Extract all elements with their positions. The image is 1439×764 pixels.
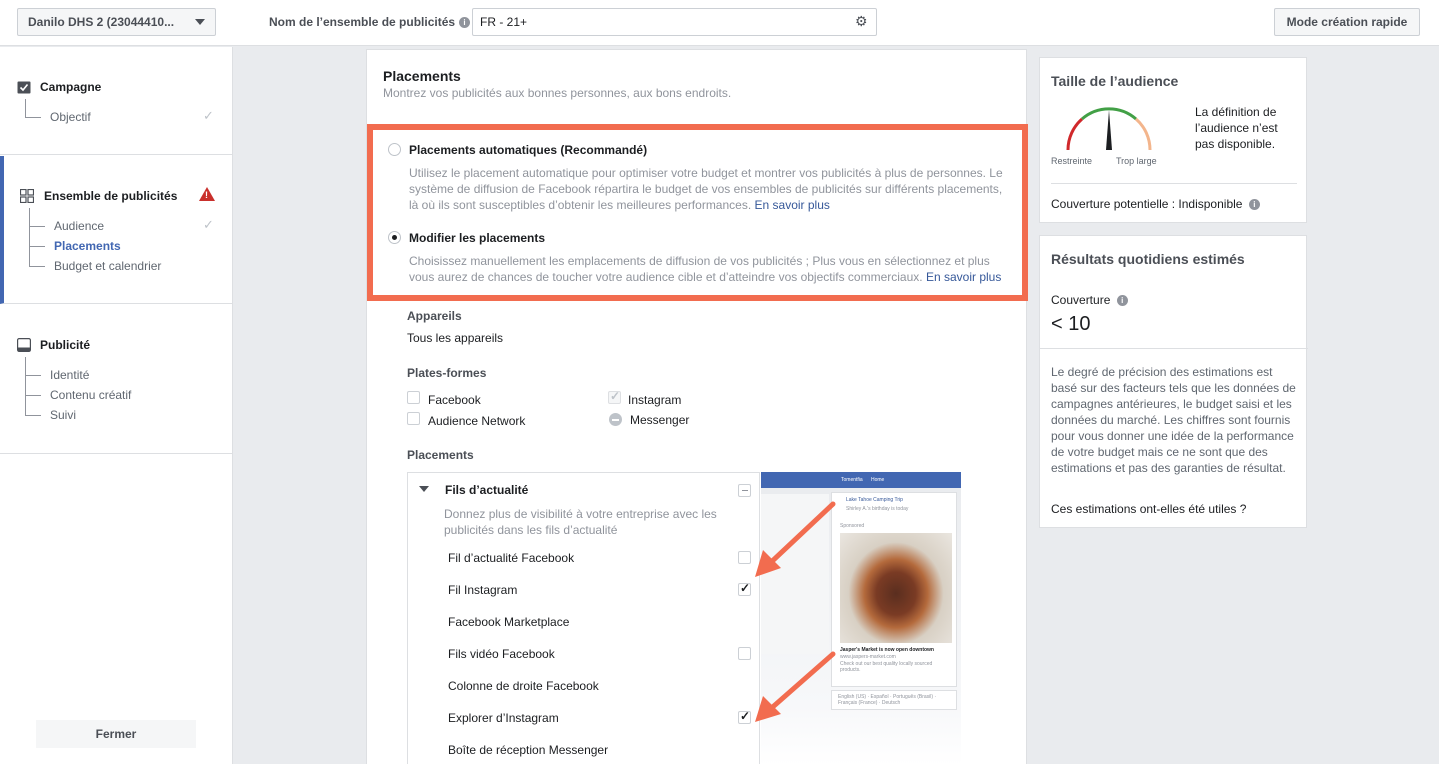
collapse-triangle-icon[interactable] bbox=[419, 486, 429, 492]
platform-messenger[interactable]: Messenger bbox=[630, 413, 690, 427]
estimates-feedback-link[interactable]: Ces estimations ont-elles été utiles ? bbox=[1051, 502, 1247, 516]
daily-results-title: Résultats quotidiens estimés bbox=[1051, 251, 1245, 267]
sidebar-item-ad[interactable]: Publicité bbox=[40, 338, 91, 352]
reach-label: Couverture i bbox=[1051, 293, 1128, 307]
placement-instagram-explore[interactable]: Explorer d’Instagram bbox=[448, 711, 559, 725]
platform-audience-network[interactable]: Audience Network bbox=[428, 414, 526, 428]
audience-size-title: Taille de l’audience bbox=[1051, 73, 1179, 89]
audience-size-card bbox=[1039, 57, 1307, 223]
placement-facebook-right-column[interactable]: Colonne de droite Facebook bbox=[448, 679, 599, 693]
audience-gauge bbox=[1062, 102, 1156, 156]
manual-placements-desc: Choisissez manuellement les emplacements de diffusion de vos publicités ; Plus vous en sélectionnez et plus vous aurez de chances de toucher votre audience cible et d’atteindre vos objectifs commerciaux. En savoir plus bbox=[409, 254, 1002, 284]
warning-icon: ! bbox=[199, 187, 215, 201]
sidebar-item-creative[interactable]: Contenu créatif bbox=[50, 388, 132, 402]
feeds-group-checkbox[interactable] bbox=[738, 484, 751, 497]
placement-instagram-feed[interactable]: Fil Instagram bbox=[448, 583, 518, 597]
auto-placements-desc: Utilisez le placement automatique pour optimiser votre budget et montrer vos publicités à plus de personnes. Le système de diffusion de Facebook répartira le budget de vos ensembles de publicités sur différents placements, là où ils sont susceptibles d’obtenir les meilleures performances. En savoir plus bbox=[409, 166, 1003, 212]
facebook-checkbox[interactable] bbox=[407, 391, 420, 404]
account-name: Danilo DHS 2 (23044410... bbox=[28, 15, 175, 29]
sidebar-item-objective[interactable]: Objectif bbox=[50, 110, 91, 124]
sidebar-item-audience[interactable]: Audience bbox=[54, 219, 105, 233]
gauge-right-label: Trop large bbox=[1116, 156, 1157, 166]
platform-instagram[interactable]: Instagram bbox=[628, 393, 682, 407]
adset-name-input[interactable] bbox=[472, 8, 877, 36]
annotation-arrow-1 bbox=[747, 500, 837, 585]
reach-value: < 10 bbox=[1051, 313, 1091, 335]
sidebar-section-ad bbox=[0, 305, 232, 454]
placement-messenger-inbox[interactable]: Boîte de réception Messenger bbox=[448, 743, 609, 757]
devices-label: Appareils bbox=[407, 309, 462, 323]
grid-icon bbox=[20, 189, 34, 203]
adset-name-label: Nom de l’ensemble de publicités i bbox=[269, 15, 470, 29]
learn-more-link[interactable]: En savoir plus bbox=[754, 198, 830, 212]
gear-icon[interactable]: ⚙ bbox=[855, 13, 868, 29]
placements-panel bbox=[366, 49, 1027, 764]
preview-ad-card: Lake Tahoe Camping Trip Shirley A.'s birthday is today Sponsored Jasper's Market is now open downtown www.jaspers-market.com Check out our best quality locally sourced products. bbox=[831, 492, 957, 687]
platforms-label: Plates-formes bbox=[407, 366, 487, 380]
preview-languages-card: English (US) · Español · Português (Brasil) · Français (France) · Deutsch bbox=[831, 690, 957, 710]
auto-placements-radio[interactable] bbox=[388, 143, 401, 156]
placements-list bbox=[407, 472, 760, 764]
sidebar-item-campaign[interactable]: Campagne bbox=[40, 80, 102, 94]
manual-placements-radio[interactable] bbox=[388, 231, 401, 244]
auto-placements-title[interactable]: Placements automatiques (Recommandé) bbox=[409, 143, 648, 157]
placement-facebook-marketplace[interactable]: Facebook Marketplace bbox=[448, 615, 570, 629]
info-icon[interactable]: i bbox=[1117, 295, 1128, 306]
audience-gauge-message: La définition de l’audience n’est pas disponible. bbox=[1195, 105, 1278, 151]
estimate-accuracy-text: Le degré de précision des estimations est basé sur des facteurs tels que les données de campagnes antérieures, le budget saisi et les données du marché. Les chiffres sont fournis pour vous donner une idée de la performance de votre budget mais ce ne sont que des estimations et pas des garanties de résultat. bbox=[1051, 365, 1296, 475]
instagram-checkbox[interactable] bbox=[608, 391, 621, 404]
sidebar-item-placements[interactable]: Placements bbox=[54, 239, 121, 253]
daily-results-card bbox=[1039, 235, 1307, 528]
burger-image bbox=[840, 533, 952, 643]
placement-facebook-feed[interactable]: Fil d’actualité Facebook bbox=[448, 551, 575, 565]
sidebar-section-adset bbox=[0, 156, 232, 304]
sidebar-item-budget-schedule[interactable]: Budget et calendrier bbox=[54, 259, 162, 273]
ad-icon bbox=[17, 338, 31, 352]
campaign-icon bbox=[17, 80, 31, 94]
sidebar-item-adset[interactable]: Ensemble de publicités bbox=[44, 189, 178, 203]
audience-network-checkbox[interactable] bbox=[407, 412, 420, 425]
sidebar-item-tracking[interactable]: Suivi bbox=[50, 408, 77, 422]
gauge-left-label: Restreinte bbox=[1051, 156, 1093, 166]
preview-nav-bar: Tomentfia Home bbox=[761, 472, 961, 488]
quick-creation-mode-button[interactable]: Mode création rapide bbox=[1274, 8, 1420, 36]
devices-value[interactable]: Tous les appareils bbox=[407, 331, 504, 345]
platform-facebook[interactable]: Facebook bbox=[428, 393, 481, 407]
potential-reach: Couverture potentielle : Indisponible i bbox=[1051, 197, 1260, 211]
account-selector[interactable] bbox=[17, 8, 216, 36]
close-button[interactable]: Fermer bbox=[36, 720, 196, 748]
feeds-title[interactable]: Fils d’actualité bbox=[445, 483, 529, 497]
info-icon[interactable]: i bbox=[459, 17, 470, 28]
learn-more-link[interactable]: En savoir plus bbox=[925, 270, 1002, 284]
panel-title: Placements bbox=[383, 68, 461, 84]
feeds-desc: Donnez plus de visibilité à votre entreprise avec les publicités dans les fils d’actualité bbox=[444, 507, 717, 537]
info-icon[interactable]: i bbox=[1249, 199, 1260, 210]
minus-circle-icon bbox=[609, 413, 622, 426]
sidebar-section-campaign bbox=[0, 47, 232, 155]
check-icon: ✓ bbox=[203, 108, 214, 123]
annotation-arrow-2 bbox=[747, 650, 837, 730]
panel-subtitle: Montrez vos publicités aux bonnes personnes, aux bons endroits. bbox=[383, 86, 732, 100]
placements-label: Placements bbox=[407, 448, 474, 462]
manual-placements-title[interactable]: Modifier les placements bbox=[409, 231, 546, 245]
sidebar bbox=[0, 47, 233, 764]
sidebar-item-identity[interactable]: Identité bbox=[50, 368, 90, 382]
placement-facebook-video-feeds[interactable]: Fils vidéo Facebook bbox=[448, 647, 555, 661]
top-bar bbox=[0, 0, 1439, 46]
check-icon: ✓ bbox=[203, 217, 214, 232]
chevron-down-icon bbox=[195, 19, 205, 25]
